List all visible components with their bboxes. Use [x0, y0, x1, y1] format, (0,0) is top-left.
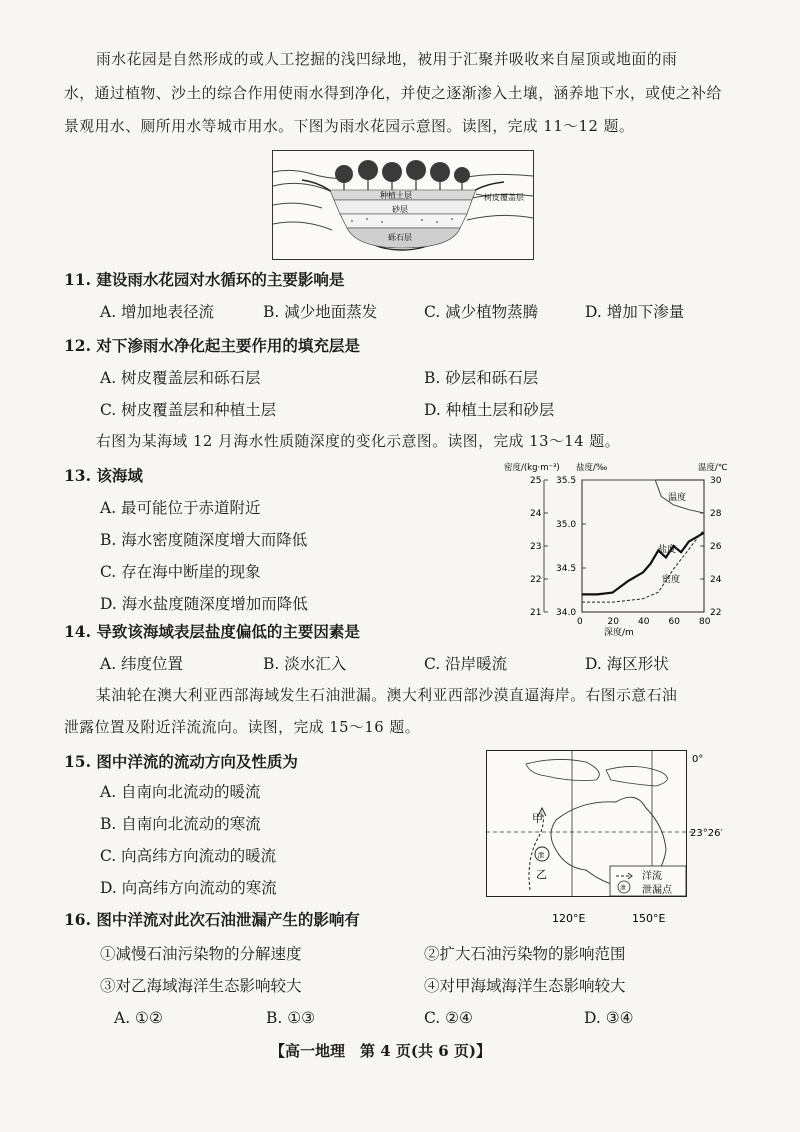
question-16-option-d[interactable]: D. ③④ — [584, 1009, 634, 1027]
intro-1-line-3: 景观用水、厕所用水等城市用水。下图为雨水花园示意图。读图，完成 11～12 题。 — [64, 118, 635, 135]
question-16-option-b[interactable]: B. ①③ — [266, 1009, 316, 1027]
rain-garden-figure — [272, 150, 534, 260]
temperature-tick-label: 30 — [710, 476, 722, 486]
density-axis-label: 密度/(kg·m⁻³) — [504, 463, 560, 473]
question-13-stem: 13. 该海域 — [64, 466, 143, 485]
question-15-option-a[interactable]: A. 自南向北流动的暖流 — [100, 783, 261, 801]
place-yi: 乙 — [536, 868, 547, 881]
question-11-option-d[interactable]: D. 增加下渗量 — [585, 303, 685, 321]
question-14-option-c[interactable]: C. 沿岸暖流 — [424, 655, 508, 673]
x-tick-label: 20 — [607, 617, 619, 627]
x-tick-label: 80 — [699, 617, 711, 627]
question-16-statement-4: ④对甲海域海洋生态影响较大 — [424, 977, 626, 995]
series-label-density: 密度 — [662, 575, 681, 585]
density-tick-label: 23 — [530, 542, 542, 552]
question-14-option-b[interactable]: B. 淡水汇入 — [263, 655, 347, 673]
gravel-layer-label: 砾石层 — [388, 233, 412, 242]
x-tick-label: 60 — [668, 617, 680, 627]
question-12-stem: 12. 对下渗雨水净化起主要作用的填充层是 — [64, 336, 360, 355]
density-tick-label: 21 — [530, 608, 542, 618]
question-14-option-d[interactable]: D. 海区形状 — [585, 655, 669, 673]
question-14-stem: 14. 导致该海域表层盐度偏低的主要因素是 — [64, 622, 360, 641]
question-13-option-c[interactable]: C. 存在海中断崖的现象 — [100, 563, 261, 581]
question-16-statement-2: ②扩大石油污染物的影响范围 — [424, 945, 626, 963]
salinity-tick-label: 34.5 — [556, 564, 577, 574]
salinity-tick-label: 35.0 — [556, 520, 577, 530]
temperature-tick-label: 26 — [710, 542, 722, 552]
question-16-stem: 16. 图中洋流对此次石油泄漏产生的影响有 — [64, 910, 360, 929]
question-15-option-b[interactable]: B. 自南向北流动的寒流 — [100, 815, 261, 833]
density-tick-label: 22 — [530, 575, 542, 585]
intro-3-line-2: 泄露位置及附近洋流流向。读图，完成 15～16 题。 — [64, 719, 421, 736]
question-16-option-c[interactable]: C. ②④ — [424, 1009, 473, 1027]
plant-layer-label: 种植土层 — [380, 191, 412, 200]
question-15-stem: 15. 图中洋流的流动方向及性质为 — [64, 752, 298, 771]
equator-label: 0° — [692, 754, 704, 765]
question-12-option-d[interactable]: D. 种植土层和砂层 — [424, 401, 555, 419]
intro-1-line-1: 雨水花园是自然形成的或人工挖掘的浅凹绿地，被用于汇聚并吸收来自屋顶或地面的雨 — [96, 51, 678, 68]
intro-2: 右图为某海域 12 月海水性质随深度的变化示意图。读图，完成 13～14 题。 — [96, 433, 620, 450]
temperature-tick-label: 24 — [710, 575, 722, 585]
question-16-option-a[interactable]: A. ①② — [114, 1009, 163, 1027]
intro-1-line-2: 水，通过植物、沙土的综合作用使雨水得到净化，并使之逐渐渗入土壤，涵养地下水，或使之补给 — [64, 85, 722, 102]
intro-3-line-1: 某油轮在澳大利亚西部海域发生石油泄漏。澳大利亚西部沙漠直逼海岸。右图示意石油 — [96, 687, 678, 704]
question-11-option-c[interactable]: C. 减少植物蒸腾 — [424, 303, 539, 321]
legend-current-label: 洋流 — [642, 871, 662, 882]
question-12-option-b[interactable]: B. 砂层和砾石层 — [424, 369, 539, 387]
legend-leak-symbol: 泄 — [620, 885, 627, 892]
series-label-salinity: 盐度 — [658, 545, 677, 555]
tropic-label: 23°26′ — [690, 828, 723, 839]
question-13-option-a[interactable]: A. 最可能位于赤道附近 — [100, 499, 261, 517]
question-15-option-c[interactable]: C. 向高纬方向流动的暖流 — [100, 847, 277, 865]
x-tick-label: 40 — [638, 617, 650, 627]
question-12-option-a[interactable]: A. 树皮覆盖层和砾石层 — [100, 369, 261, 387]
sea-property-chart — [500, 458, 730, 638]
series-line-density — [582, 530, 704, 603]
question-15-option-d[interactable]: D. 向高纬方向流动的寒流 — [100, 879, 277, 897]
question-14-option-a[interactable]: A. 纬度位置 — [100, 655, 184, 673]
question-11-option-a[interactable]: A. 增加地表径流 — [100, 303, 215, 321]
question-11-option-b[interactable]: B. 减少地面蒸发 — [263, 303, 378, 321]
leak-symbol-text: 泄 — [537, 851, 545, 860]
question-12-option-c[interactable]: C. 树皮覆盖层和种植土层 — [100, 401, 277, 419]
series-line-salinity — [582, 533, 704, 595]
question-16-statement-3: ③对乙海域海洋生态影响较大 — [100, 977, 302, 995]
series-label-temperature: 温度 — [668, 493, 687, 503]
legend-leak-label: 泄漏点 — [642, 885, 672, 896]
x-tick-label: 0 — [577, 617, 583, 627]
temperature-tick-label: 28 — [710, 509, 722, 519]
x-axis-label: 深度/m — [604, 628, 634, 638]
ocean-current-map — [486, 750, 746, 926]
lon-120-label: 120°E — [552, 912, 586, 925]
question-13-option-d[interactable]: D. 海水盐度随深度增加而降低 — [100, 595, 308, 613]
page-footer: 【高一地理 第 4 页(共 6 页)】 — [270, 1042, 491, 1060]
question-16-statement-1: ①减慢石油污染物的分解速度 — [100, 945, 302, 963]
place-jia: 甲 — [532, 812, 543, 825]
salinity-tick-label: 34.0 — [556, 608, 577, 618]
question-13-option-b[interactable]: B. 海水密度随深度增大而降低 — [100, 531, 308, 549]
density-tick-label: 24 — [530, 509, 542, 519]
temperature-axis-label: 温度/℃ — [698, 463, 728, 473]
temperature-tick-label: 22 — [710, 608, 722, 618]
density-tick-label: 25 — [530, 476, 542, 486]
question-11-stem: 11. 建设雨水花园对水循环的主要影响是 — [64, 270, 345, 289]
lon-150-label: 150°E — [632, 912, 666, 925]
salinity-axis-label: 盐度/‰ — [576, 463, 608, 473]
sand-layer-label: 砂层 — [392, 205, 408, 214]
salinity-tick-label: 35.5 — [556, 476, 577, 486]
bark-layer-label: 树皮覆盖层 — [484, 193, 524, 202]
